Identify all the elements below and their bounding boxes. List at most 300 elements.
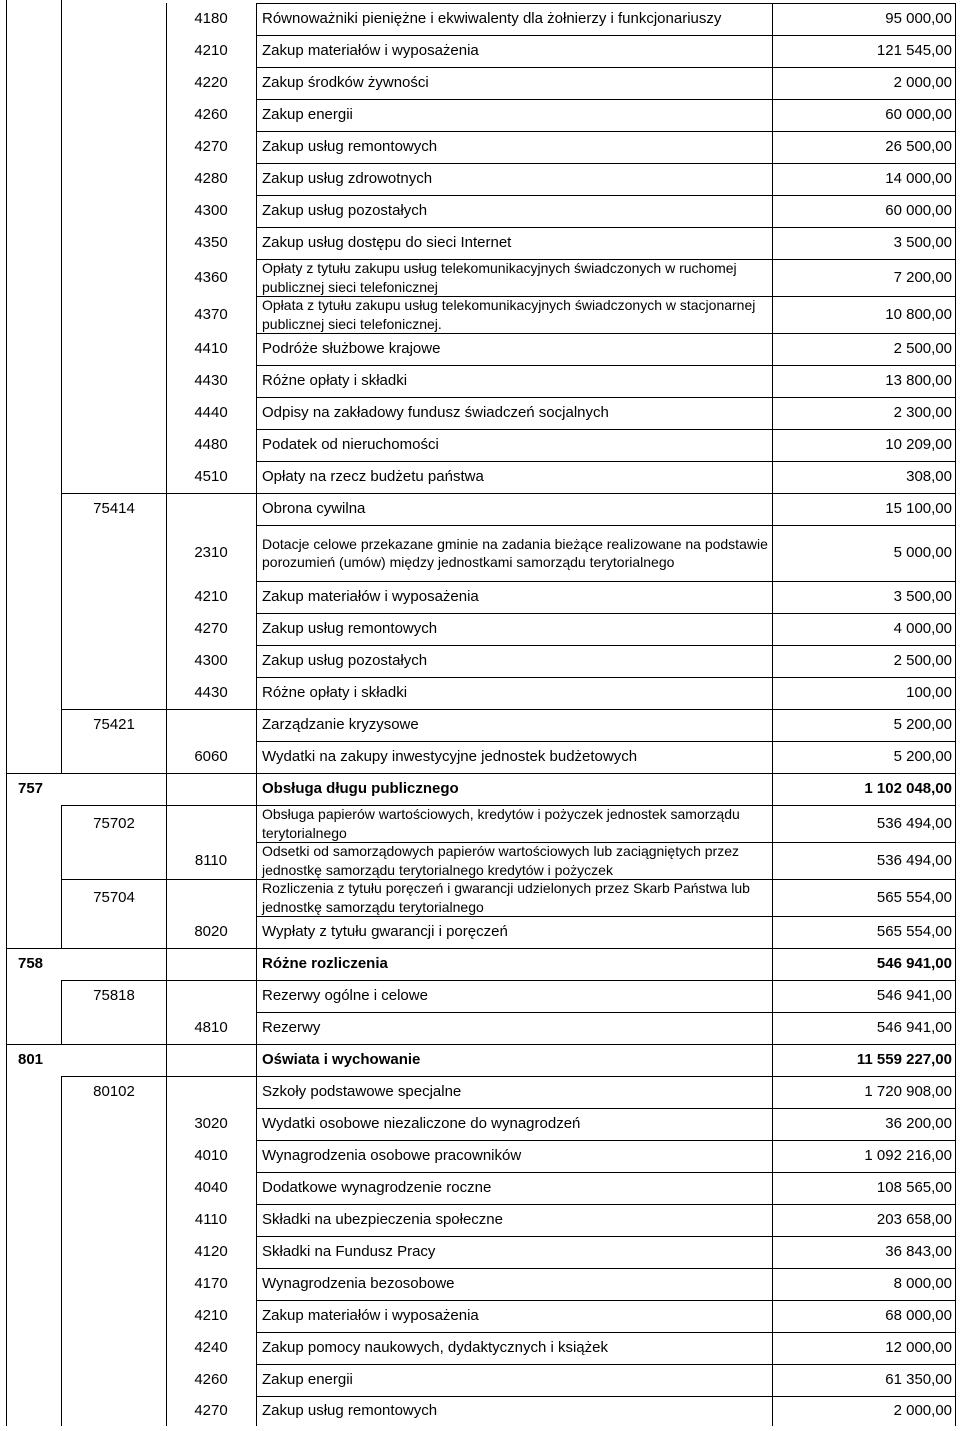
column-divider — [6, 1364, 7, 1396]
column-divider — [6, 333, 7, 365]
paragraph-code: 4280 — [194, 170, 228, 188]
column-divider — [955, 842, 956, 879]
row-divider — [256, 1364, 956, 1365]
column-divider — [772, 613, 773, 645]
column-divider — [955, 613, 956, 645]
item-amount: 546 941,00 — [876, 955, 952, 973]
item-name: Zakup usług zdrowotnych — [262, 170, 433, 188]
item-name: Opłaty z tytułu zakupu usług telekomunikacyjnych świadczonych w ruchomej publicznej sieci telefonicznej — [262, 260, 737, 295]
column-divider — [772, 397, 773, 429]
paragraph-code: 2310 — [194, 544, 228, 562]
column-divider — [772, 980, 773, 1012]
column-divider — [166, 1268, 167, 1300]
item-amount: 2 500,00 — [893, 340, 952, 358]
row-divider — [256, 1300, 956, 1301]
column-divider — [256, 397, 257, 429]
row-divider — [256, 645, 956, 646]
column-divider — [166, 1108, 167, 1140]
item-amount: 68 000,00 — [885, 1307, 952, 1325]
column-divider — [955, 677, 956, 709]
column-divider — [166, 525, 167, 581]
column-divider — [256, 296, 257, 333]
chapter-code: 75414 — [93, 500, 135, 518]
item-amount: 536 494,00 — [876, 851, 952, 869]
column-divider — [955, 1300, 956, 1332]
column-divider — [256, 1076, 257, 1108]
column-divider — [955, 1396, 956, 1426]
column-divider — [772, 741, 773, 773]
paragraph-code: 4440 — [194, 404, 228, 422]
column-divider — [166, 429, 167, 461]
item-amount: 3 500,00 — [893, 234, 952, 252]
item-name: Zakup usług pozostałych — [262, 652, 428, 670]
row-divider — [256, 525, 956, 526]
item-amount: 5 200,00 — [893, 716, 952, 734]
paragraph-code: 4270 — [194, 138, 228, 156]
item-name: Odsetki od samorządowych papierów wartościowych lub zaciągniętych przez jednostkę samorządu terytorialnego kredytów i pożyczek — [262, 843, 739, 878]
item-amount: 2 000,00 — [893, 1402, 952, 1420]
item-name: Odpisy na zakładowy fundusz świadczeń socjalnych — [262, 404, 609, 422]
column-divider — [61, 3, 62, 35]
column-divider — [955, 365, 956, 397]
column-divider — [61, 1012, 62, 1044]
column-divider — [256, 916, 257, 948]
column-divider — [256, 1012, 257, 1044]
column-divider — [772, 365, 773, 397]
row-divider — [256, 259, 956, 260]
column-divider — [61, 296, 62, 333]
column-divider — [166, 397, 167, 429]
paragraph-code: 4810 — [194, 1019, 228, 1037]
column-divider — [6, 195, 7, 227]
table-row — [0, 1140, 960, 1172]
item-amount: 12 000,00 — [885, 1339, 952, 1357]
column-divider — [955, 1204, 956, 1236]
column-divider — [61, 613, 62, 645]
column-divider — [61, 1332, 62, 1364]
column-divider — [772, 163, 773, 195]
column-divider — [256, 525, 257, 581]
column-divider — [955, 99, 956, 131]
item-amount: 536 494,00 — [876, 814, 952, 832]
column-divider — [256, 333, 257, 365]
section-code: 758 — [18, 955, 44, 973]
column-divider — [6, 1172, 7, 1204]
column-divider — [6, 525, 7, 581]
item-amount: 2 300,00 — [893, 404, 952, 422]
table-row — [0, 677, 960, 709]
row-divider — [6, 948, 956, 949]
row-divider — [256, 296, 956, 297]
column-divider — [166, 613, 167, 645]
column-divider — [166, 365, 167, 397]
column-divider — [166, 1300, 167, 1332]
column-divider — [166, 1140, 167, 1172]
table-row — [0, 645, 960, 677]
table-row — [0, 709, 960, 741]
column-divider — [256, 677, 257, 709]
column-divider — [772, 461, 773, 493]
column-divider — [61, 805, 62, 842]
table-row — [0, 581, 960, 613]
column-divider — [6, 35, 7, 67]
paragraph-code: 4270 — [194, 620, 228, 638]
row-divider — [256, 741, 956, 742]
column-divider — [955, 948, 956, 980]
column-divider — [61, 333, 62, 365]
row-divider — [256, 1204, 956, 1205]
column-divider — [61, 99, 62, 131]
paragraph-code: 4110 — [194, 1211, 228, 1229]
column-divider — [61, 1364, 62, 1396]
item-name: Podatek od nieruchomości — [262, 436, 439, 454]
column-divider — [61, 1076, 62, 1108]
item-name: Opłaty na rzecz budżetu państwa — [262, 468, 484, 486]
column-divider — [166, 645, 167, 677]
column-divider — [772, 1332, 773, 1364]
column-divider — [256, 773, 257, 805]
table-row — [0, 67, 960, 99]
item-name: Wydatki osobowe niezaliczone do wynagrodzeń — [262, 1115, 581, 1133]
column-divider — [61, 195, 62, 227]
table-row — [0, 259, 960, 296]
column-divider — [166, 805, 167, 842]
column-divider — [955, 741, 956, 773]
column-divider — [256, 195, 257, 227]
column-divider — [166, 227, 167, 259]
column-divider — [6, 948, 7, 980]
item-name: Dodatkowe wynagrodzenie roczne — [262, 1179, 492, 1197]
row-divider — [256, 1332, 956, 1333]
item-name: Równoważniki pieniężne i ekwiwalenty dla żołnierzy i funkcjonariuszy — [262, 10, 722, 28]
column-divider — [772, 1044, 773, 1076]
column-divider — [61, 227, 62, 259]
item-amount: 2 500,00 — [893, 652, 952, 670]
paragraph-code: 4170 — [194, 1275, 228, 1293]
column-divider — [6, 1076, 7, 1108]
column-divider — [256, 1236, 257, 1268]
item-name: Zakup pomocy naukowych, dydaktycznych i książek — [262, 1339, 608, 1357]
row-divider — [256, 1236, 956, 1237]
column-divider — [772, 1140, 773, 1172]
table-row — [0, 948, 960, 980]
column-divider — [772, 1236, 773, 1268]
column-divider — [772, 1268, 773, 1300]
item-name: Zakup usług remontowych — [262, 620, 438, 638]
column-divider — [6, 365, 7, 397]
table-row — [0, 916, 960, 948]
column-divider — [772, 333, 773, 365]
column-divider — [955, 1172, 956, 1204]
column-divider — [166, 842, 167, 879]
row-divider — [256, 1108, 956, 1109]
chapter-code: 75818 — [93, 987, 135, 1005]
column-divider — [166, 131, 167, 163]
column-divider — [256, 1140, 257, 1172]
column-divider — [772, 645, 773, 677]
table-row — [0, 1044, 960, 1076]
row-divider — [61, 493, 956, 494]
column-divider — [6, 296, 7, 333]
column-divider — [256, 879, 257, 916]
table-row — [0, 1332, 960, 1364]
row-divider — [6, 773, 956, 774]
paragraph-code: 4370 — [194, 305, 228, 323]
column-divider — [61, 1268, 62, 1300]
column-divider — [256, 1108, 257, 1140]
column-divider — [166, 259, 167, 296]
column-divider — [955, 429, 956, 461]
column-divider — [772, 948, 773, 980]
column-divider — [166, 677, 167, 709]
column-divider — [61, 980, 62, 1012]
paragraph-code: 4120 — [194, 1243, 228, 1261]
column-divider — [6, 1332, 7, 1364]
paragraph-code: 3020 — [194, 1115, 228, 1133]
item-amount: 203 658,00 — [876, 1211, 952, 1229]
row-divider — [256, 99, 956, 100]
column-divider — [955, 980, 956, 1012]
column-divider — [772, 259, 773, 296]
item-name: Różne opłaty i składki — [262, 684, 408, 702]
column-divider — [955, 805, 956, 842]
item-amount: 1 092 216,00 — [864, 1147, 952, 1165]
item-name: Zarządzanie kryzysowe — [262, 716, 419, 734]
column-divider — [955, 397, 956, 429]
column-divider — [61, 741, 62, 773]
table-row — [0, 3, 960, 35]
column-divider — [256, 1204, 257, 1236]
paragraph-code: 4220 — [194, 74, 228, 92]
column-divider — [6, 3, 7, 35]
column-divider — [61, 429, 62, 461]
row-divider — [256, 1396, 956, 1397]
column-divider — [6, 709, 7, 741]
column-divider — [955, 916, 956, 948]
table-row — [0, 461, 960, 493]
column-divider — [166, 1204, 167, 1236]
table-row — [0, 99, 960, 131]
item-amount: 2 000,00 — [893, 74, 952, 92]
item-amount: 565 554,00 — [876, 888, 952, 906]
table-row — [0, 429, 960, 461]
item-name: Rezerwy — [262, 1019, 321, 1037]
column-divider — [955, 1332, 956, 1364]
column-divider — [772, 1108, 773, 1140]
paragraph-code: 4480 — [194, 436, 228, 454]
row-divider — [256, 1140, 956, 1141]
paragraph-code: 4210 — [194, 1307, 228, 1325]
column-divider — [6, 645, 7, 677]
column-divider — [256, 1172, 257, 1204]
row-divider — [256, 1268, 956, 1269]
item-amount: 60 000,00 — [885, 202, 952, 220]
column-divider — [772, 773, 773, 805]
column-divider — [6, 1396, 7, 1426]
row-divider — [256, 3, 956, 4]
column-divider — [166, 741, 167, 773]
column-divider — [256, 67, 257, 99]
column-divider — [772, 67, 773, 99]
paragraph-code: 4260 — [194, 106, 228, 124]
column-divider — [61, 397, 62, 429]
item-name: Zakup materiałów i wyposażenia — [262, 42, 479, 60]
column-divider — [6, 613, 7, 645]
paragraph-code: 4270 — [194, 1402, 228, 1420]
table-row — [0, 131, 960, 163]
column-divider — [256, 3, 257, 35]
row-divider — [256, 677, 956, 678]
column-divider — [6, 493, 7, 525]
column-divider — [256, 1332, 257, 1364]
item-name: Zakup materiałów i wyposażenia — [262, 588, 479, 606]
item-amount: 14 000,00 — [885, 170, 952, 188]
item-name: Podróże służbowe krajowe — [262, 340, 441, 358]
column-divider — [61, 916, 62, 948]
item-amount: 546 941,00 — [876, 987, 952, 1005]
column-divider — [955, 1044, 956, 1076]
column-divider — [955, 227, 956, 259]
row-divider — [256, 365, 956, 366]
column-divider — [166, 1364, 167, 1396]
column-divider — [6, 980, 7, 1012]
column-divider — [61, 131, 62, 163]
column-divider — [772, 1300, 773, 1332]
table-row — [0, 1364, 960, 1396]
item-amount: 5 200,00 — [893, 748, 952, 766]
column-divider — [256, 493, 257, 525]
item-amount: 36 843,00 — [885, 1243, 952, 1261]
column-divider — [6, 581, 7, 613]
column-divider — [256, 99, 257, 131]
column-divider — [256, 35, 257, 67]
item-name: Dotacje celowe przekazane gminie na zadania bieżące realizowane na podstawie porozumień (umów) między jednostkami samorządu terytorialnego — [262, 535, 768, 570]
column-divider — [6, 429, 7, 461]
table-row — [0, 397, 960, 429]
row-divider — [61, 879, 956, 880]
table-row — [0, 35, 960, 67]
table-row — [0, 980, 960, 1012]
row-divider — [6, 1044, 956, 1045]
item-amount: 8 000,00 — [893, 1275, 952, 1293]
column-divider — [6, 461, 7, 493]
column-divider — [6, 916, 7, 948]
column-divider — [166, 67, 167, 99]
column-divider — [256, 1300, 257, 1332]
paragraph-code: 4040 — [194, 1179, 228, 1197]
column-divider — [166, 581, 167, 613]
item-amount: 26 500,00 — [885, 138, 952, 156]
column-divider — [61, 1172, 62, 1204]
item-name: Wydatki na zakupy inwestycyjne jednostek budżetowych — [262, 748, 638, 766]
column-divider — [772, 1204, 773, 1236]
table-row — [0, 365, 960, 397]
column-divider — [256, 741, 257, 773]
column-divider — [166, 1076, 167, 1108]
column-divider — [166, 916, 167, 948]
section-code: 801 — [18, 1051, 44, 1069]
column-divider — [166, 1396, 167, 1426]
item-name: Zakup usług remontowych — [262, 138, 438, 156]
column-divider — [61, 709, 62, 741]
column-divider — [955, 879, 956, 916]
row-divider — [256, 461, 956, 462]
chapter-code: 75421 — [93, 716, 135, 734]
item-amount: 108 565,00 — [876, 1179, 952, 1197]
item-amount: 4 000,00 — [893, 620, 952, 638]
item-amount: 95 000,00 — [885, 10, 952, 28]
column-divider — [772, 429, 773, 461]
column-divider — [6, 259, 7, 296]
item-amount: 11 559 227,00 — [856, 1051, 952, 1069]
column-divider — [955, 163, 956, 195]
table-row — [0, 1108, 960, 1140]
item-name: Zakup energii — [262, 1371, 353, 1389]
column-divider — [166, 879, 167, 916]
column-divider — [772, 709, 773, 741]
column-divider — [6, 677, 7, 709]
table-row — [0, 296, 960, 333]
paragraph-code: 8110 — [194, 851, 228, 869]
column-divider — [6, 741, 7, 773]
item-amount: 1 102 048,00 — [864, 780, 952, 798]
column-divider — [166, 493, 167, 525]
column-divider — [61, 0, 62, 3]
column-divider — [166, 296, 167, 333]
column-divider — [6, 0, 7, 3]
column-divider — [772, 879, 773, 916]
column-divider — [955, 493, 956, 525]
item-name: Szkoły podstawowe specjalne — [262, 1083, 462, 1101]
item-name: Obsługa długu publicznego — [262, 780, 459, 798]
column-divider — [61, 35, 62, 67]
paragraph-code: 4350 — [194, 234, 228, 252]
row-divider — [256, 195, 956, 196]
column-divider — [61, 67, 62, 99]
column-divider — [166, 709, 167, 741]
column-divider — [955, 296, 956, 333]
column-divider — [772, 916, 773, 948]
column-divider — [6, 1012, 7, 1044]
item-name: Zakup usług dostępu do sieci Internet — [262, 234, 512, 252]
row-divider — [256, 916, 956, 917]
column-divider — [256, 645, 257, 677]
column-divider — [772, 1396, 773, 1426]
item-amount: 61 350,00 — [885, 1371, 952, 1389]
column-divider — [61, 525, 62, 581]
row-divider — [256, 1172, 956, 1173]
table-row — [0, 1172, 960, 1204]
column-divider — [6, 397, 7, 429]
column-divider — [955, 525, 956, 581]
column-divider — [772, 131, 773, 163]
column-divider — [61, 1204, 62, 1236]
column-divider — [256, 1044, 257, 1076]
column-divider — [6, 842, 7, 879]
row-divider — [256, 581, 956, 582]
column-divider — [955, 259, 956, 296]
item-amount: 5 000,00 — [893, 544, 952, 562]
column-divider — [6, 1108, 7, 1140]
column-divider — [772, 35, 773, 67]
column-divider — [6, 67, 7, 99]
column-divider — [166, 948, 167, 980]
column-divider — [256, 805, 257, 842]
table-row — [0, 1268, 960, 1300]
item-amount: 565 554,00 — [876, 923, 952, 941]
row-divider — [256, 1012, 956, 1013]
row-divider — [256, 842, 956, 843]
